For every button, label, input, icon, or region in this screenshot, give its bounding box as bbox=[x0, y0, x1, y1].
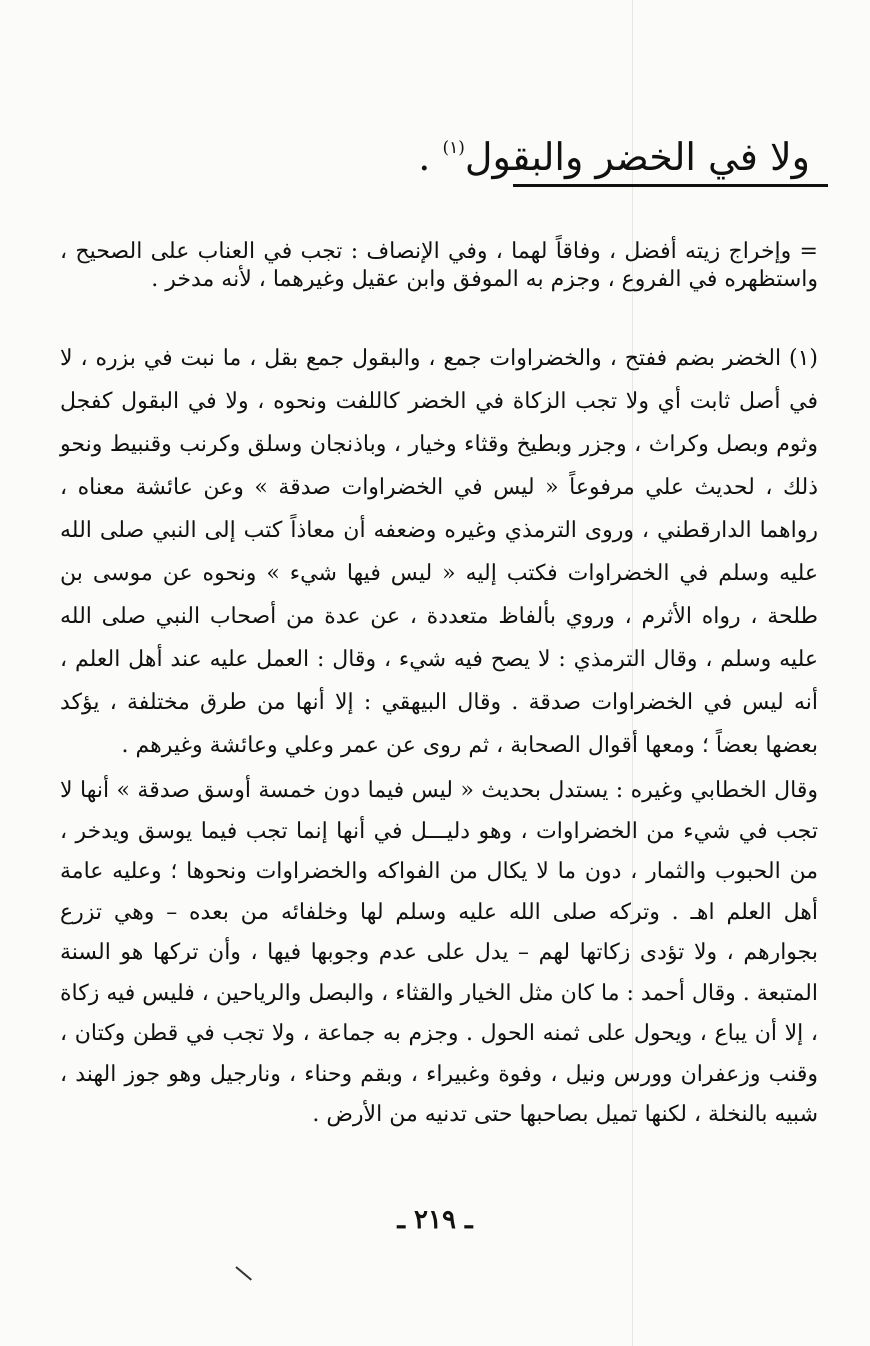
page-number: ـ ٢١٩ ـ bbox=[397, 1205, 473, 1235]
footnote-reference: (١) bbox=[442, 138, 465, 158]
heading-text: ولا في الخضر والبقول bbox=[464, 135, 810, 179]
stray-pen-mark bbox=[235, 1266, 252, 1280]
continuation-footnote: = وإخراج زيته أفضل ، وفاقاً لهما ، وفي الإنصاف : تجب في العناب على الصحيح ، واستظهره في الفروع ، وجزم به الموفق وابن عقيل وغيرهما ، لأنه مدخر . bbox=[60, 239, 818, 292]
footnote-1-continuation: وقال الخطابي وغيره : يستدل بحديث « ليس فيما دون خمسة أوسق صدقة » أنها لا تجب في شيء من الخضراوات ، وهو دليـــل في أنها إنما تجب فيما يوسق ويدخر ، من الحبوب والثمار ، دون ما لا يكال من الفواكه والخضراوات ونحوها ؛ وعليه عامة أهل العلم اهـ . وتركه صلى الله عليه وسلم لها وخلفائه من بعده – وهي تزرع بجوارهم ، ولا تؤدى زكاتها لهم – يدل على عدم وجوبها فيها ، وأن تركها هو السنة المتبعة . وقال أحمد : ما كان مثل الخيار والقثاء ، والبصل والرياحين ، فليس فيه زكاة ، إلا أن يباع ، ويحول على ثمنه الحول . وجزم به جماعة ، ولا تجب في قطن وكتان ، وقنب وزعفران وورس ونيل ، وفوة وغبيراء ، وبقم وحناء ، ونارجيل وهو جوز الهند ، شبيه بالنخلة ، لكنها تميل بصاحبها حتى تدنيه من الأرض . bbox=[60, 778, 818, 1127]
main-text-heading bbox=[418, 118, 810, 187]
footnote-1: (١) الخضر بضم ففتح ، والخضراوات جمع ، والبقول جمع بقل ، ما نبت في بزره ، لا في أصل ثابت أي ولا تجب الزكاة في الخضر كاللفت ونحوه ، ولا في البقول كفجل وثوم وبصل وكراث ، وجزر وبطيخ وقثاء وخيار ، وباذنجان وسلق وكرنب وقنبيط ونحو ذلك ، لحديث علي مرفوعاً « ليس في الخضراوات صدقة » وعن عائشة معناه ، رواهما الدارقطني ، وروى الترمذي وغيره وضعفه أن معاذاً كتب إلى النبي صلى الله عليه وسلم في الخضراوات فكتب إليه « ليس فيها شيء » ونحوه عن موسى بن طلحة ، رواه الأثرم ، وروي بألفاظ متعددة ، عن عدة من أصحاب النبي صلى الله عليه وسلم ، وقال الترمذي : لا يصح فيه شيء ، وقال : العمل عليه عند أهل العلم ، أنه ليس في الخضراوات صدقة . وقال البيهقي : إلا أنها من طرق مختلفة ، يؤكد بعضها بعضاً ؛ ومعها أقوال الصحابة ، ثم روى عن عمر وعلي وعائشة وغيرهم . bbox=[60, 346, 818, 758]
footnote-separator-rule bbox=[513, 184, 828, 187]
heading-end-period: . bbox=[418, 135, 443, 179]
